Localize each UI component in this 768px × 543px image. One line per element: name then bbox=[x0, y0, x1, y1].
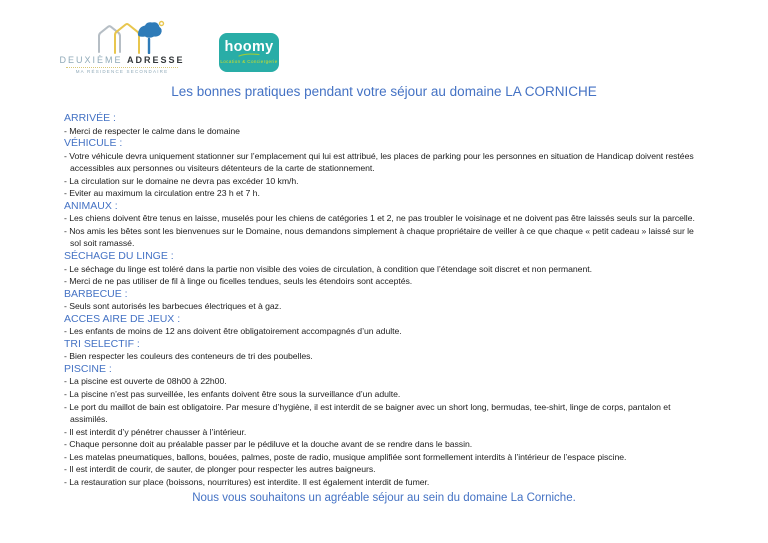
section-heading: TRI SELECTIF : bbox=[64, 337, 140, 350]
hoomy-tagline: Location & Conciergerie bbox=[220, 58, 278, 64]
rule-item: - Eviter au maximum la circulation entre 23 h et 7 h. bbox=[64, 188, 260, 199]
rule-item: - Les enfants de moins de 12 ans doivent être obligatoirement accompagnés d’un adulte. bbox=[64, 326, 402, 337]
page-title: Les bonnes pratiques pendant votre séjour au domaine LA CORNICHE bbox=[171, 84, 597, 99]
rule-item: - Le séchage du linge est toléré dans la partie non visible des voies de circulation, à condition que l’étendage soit discret et non permanent. bbox=[64, 263, 592, 274]
rule-item: - La circulation sur le domaine ne devra pas excéder 10 km/h. bbox=[64, 175, 299, 186]
houses-and-tree-icon bbox=[79, 20, 165, 54]
deuxieme-text: DEUXIÈME bbox=[59, 55, 123, 65]
hoomy-wordmark: hoomy bbox=[224, 39, 274, 56]
rule-item: - Le port du maillot de bain est obligatoire. Par mesure d’hygiène, il est interdit de se baigner avec un short long, bermudas, tee-shirt, linge de corps, pantalon et assimilés. bbox=[64, 401, 671, 425]
rule-item: - La restauration sur place (boissons, nourritures) est interdite. Il est également interdit de fumer. bbox=[64, 476, 430, 487]
rule-item: - Les chiens doivent être tenus en laisse, muselés pour les chiens de catégories 1 et 2, ne pas troubler le voisinage et ne doivent pas être laissés seuls sur la parcelle. bbox=[64, 213, 695, 224]
rule-item: - Merci de respecter le calme dans le domaine bbox=[64, 125, 240, 136]
logo-divider bbox=[66, 67, 178, 68]
section-heading: BARBECUE : bbox=[64, 287, 128, 300]
section-heading: PISCINE : bbox=[64, 362, 112, 375]
rule-item: - Les matelas pneumatiques, ballons, bouées, palmes, poste de radio, musique amplifiée sont formellement interdits à l’intérieur de l’espace piscine. bbox=[64, 451, 627, 462]
section-heading: ACCES AIRE DE JEUX : bbox=[64, 312, 181, 325]
rule-item: - La piscine n’est pas surveillée, les enfants doivent être sous la surveillance d’un adulte. bbox=[64, 389, 401, 400]
adresse-text: ADRESSE bbox=[127, 55, 185, 65]
rule-item: - Votre véhicule devra uniquement stationner sur l’emplacement qui lui est attribué, les places de parking pour les personnes en situation de Handicap doivent restées accessibles aux personnes ou visiteurs détenteurs de la carte de stationnement. bbox=[64, 150, 694, 174]
rule-item: - Chaque personne doit au préalable passer par le pédiluve et la douche avant de se rendre dans le bassin. bbox=[64, 439, 473, 450]
section-heading: VÉHICULE : bbox=[64, 137, 123, 150]
rule-item: - Bien respecter les couleurs des conteneurs de tri des poubelles. bbox=[64, 351, 313, 362]
section-heading: ANIMAUX : bbox=[64, 199, 118, 212]
rule-item: - La piscine est ouverte de 08h00 à 22h00. bbox=[64, 376, 227, 387]
deuxieme-adresse-logo bbox=[56, 20, 188, 74]
rule-item: - Il est interdit de courir, de sauter, de plonger pour respecter les autres baigneurs. bbox=[64, 464, 376, 475]
rule-item: - Nos amis les bêtes sont les bienvenues sur le Domaine, nous demandons simplement à chaque propriétaire de veiller à ce que chaque « petit cadeau » laissé sur le sol soit ramassé. bbox=[64, 225, 694, 249]
deuxieme-adresse-wordmark bbox=[56, 55, 188, 65]
section-heading: ARRIVÉE : bbox=[64, 112, 116, 124]
deuxieme-adresse-tagline: MA RÉSIDENCE SECONDAIRE bbox=[75, 69, 169, 74]
rule-item: - Merci de ne pas utiliser de fil à linge ou ficelles tendues, seuls les étendoirs sont acceptés. bbox=[64, 276, 413, 287]
rules-sections bbox=[64, 112, 706, 488]
hoomy-logo bbox=[219, 33, 279, 72]
section-heading: SÉCHAGE DU LINGE : bbox=[64, 250, 174, 263]
footer-message: Nous vous souhaitons un agréable séjour au sein du domaine La Corniche. bbox=[192, 492, 576, 505]
header-logos bbox=[0, 0, 768, 84]
hoomy-swoosh-icon bbox=[238, 53, 260, 57]
rule-item: - Seuls sont autorisés les barbecues électriques et à gaz. bbox=[64, 301, 282, 312]
rule-item: - Il est interdit d’y pénétrer chausser à l’intérieur. bbox=[64, 426, 247, 437]
